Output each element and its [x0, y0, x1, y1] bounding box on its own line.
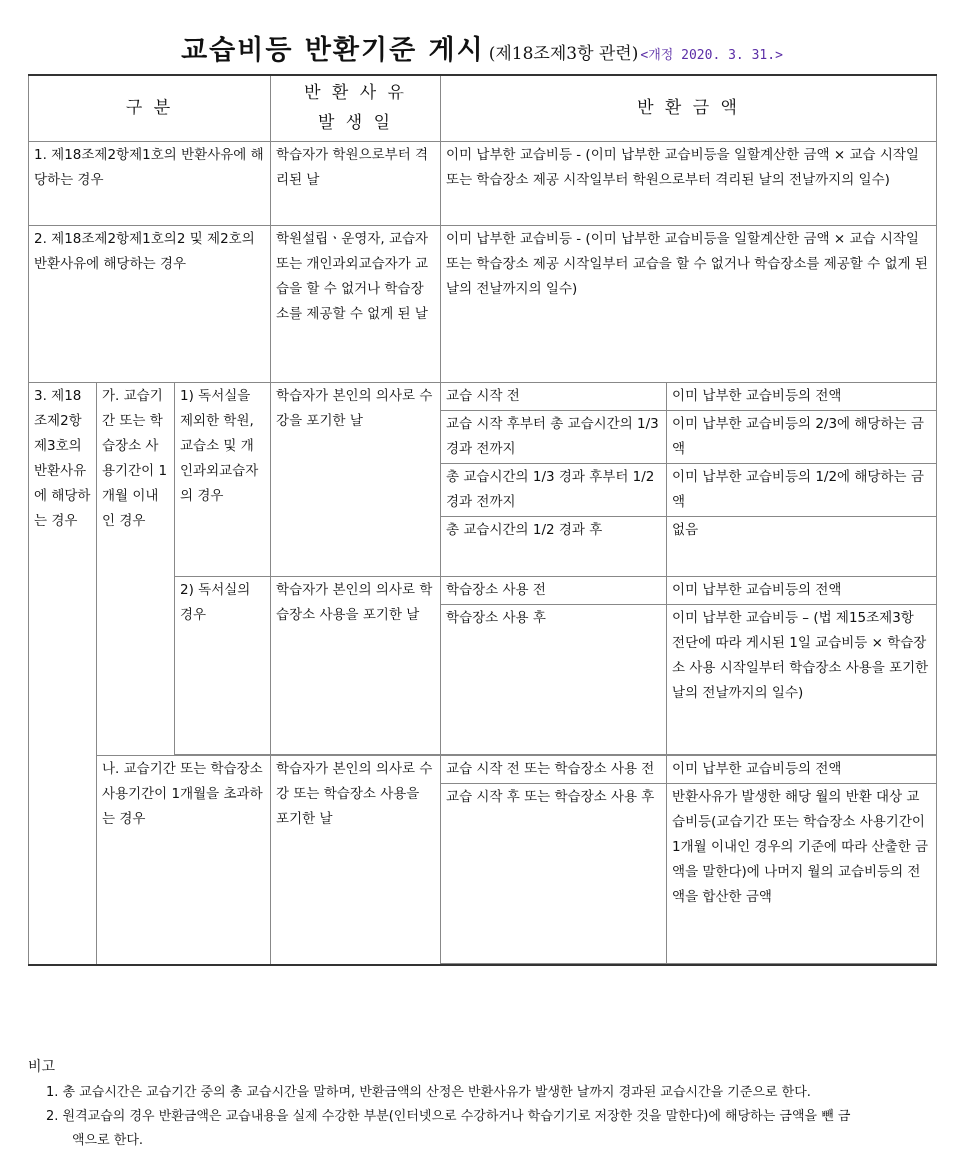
- timing-cell: 총 교습시간의 1/2 경과 후: [441, 516, 667, 576]
- note-1: 1. 총 교습시간은 교습기간 중의 총 교습시간을 말하며, 반환금액의 산정은 반환사유가 발생한 날까지 경과된 교습시간을 기준으로 한다.: [46, 1085, 811, 1100]
- header-reason-line1: 반 환 사 유: [304, 83, 407, 104]
- timing-cell: 교습 시작 후 또는 학습장소 사용 후: [441, 783, 667, 963]
- timing-cell: 교습 시작 전: [441, 382, 667, 410]
- row2-category: 2. 제18조제2항제1호의2 및 제2호의 반환사유에 해당하는 경우: [29, 225, 271, 382]
- refund-table: [28, 74, 937, 966]
- row3-na-label: 나. 교습기간 또는 학습장소 사용기간이 1개월을 초과하는 경우: [97, 755, 271, 965]
- row3-na-item1: [29, 755, 937, 783]
- amount-cell: 이미 납부한 교습비등의 전액: [667, 382, 937, 410]
- row1-date: 학습자가 학원으로부터 격리된 날: [271, 141, 441, 225]
- notes-section: [28, 1055, 936, 1153]
- amount-cell: 반환사유가 발생한 해당 월의 반환 대상 교습비등(교습기간 또는 학습장소 사용기간이 1개월 이내인 경우의 기준에 따라 산출한 금액을 말한다)에 나머지 월의 교습비등의 전액을 합산한 금액: [667, 783, 937, 963]
- amount-cell: 없음: [667, 516, 937, 576]
- title-reference: (제18조제3항 관련): [488, 44, 639, 64]
- timing-cell: 총 교습시간의 1/3 경과 후부터 1/2 경과 전까지: [441, 463, 667, 516]
- spacer-cell: [441, 963, 937, 965]
- row-2: [29, 225, 937, 382]
- title-row: [28, 28, 936, 74]
- header-category: 구 분: [29, 75, 271, 141]
- note-2-line2: 액으로 한다.: [72, 1133, 144, 1148]
- row3-ga-sub1-date: 학습자가 본인의 의사로 수강을 포기한 날: [271, 382, 441, 576]
- row3-category: 3. 제18조제2항제3호의 반환사유에 해당하는 경우: [29, 382, 97, 965]
- timing-cell: 교습 시작 후부터 총 교습시간의 1/3 경과 전까지: [441, 410, 667, 463]
- row1-category: 1. 제18조제2항제1호의 반환사유에 해당하는 경우: [29, 141, 271, 225]
- row2-amount: 이미 납부한 교습비등 - (이미 납부한 교습비등을 일할계산한 금액 × 교습 시작일 또는 학습장소 제공 시작일부터 교습을 할 수 없거나 학습장소를 제공할 수 없게 된 날의 전날까지의 일수): [441, 225, 937, 382]
- amount-cell: 이미 납부한 교습비등의 전액: [667, 755, 937, 783]
- amount-cell: 이미 납부한 교습비등의 2/3에 해당하는 금액: [667, 410, 937, 463]
- row3-ga-sub1-label: 1) 독서실을 제외한 학원, 교습소 및 개인과외교습자의 경우: [175, 382, 271, 576]
- amount-cell: 이미 납부한 교습비등 – (법 제15조제3항 전단에 따라 게시된 1일 교습비등 × 학습장소 사용 시작일부터 학습장소 사용을 포기한 날의 전날까지의 일수): [667, 604, 937, 754]
- document-title: 교습비등 반환기준 게시: [181, 35, 485, 66]
- timing-cell: 학습장소 사용 후: [441, 604, 667, 754]
- row3-na-date: 학습자가 본인의 의사로 수강 또는 학습장소 사용을 포기한 날: [271, 755, 441, 965]
- amount-cell: 이미 납부한 교습비등의 1/2에 해당하는 금액: [667, 463, 937, 516]
- row3-ga-sub2-label: 2) 독서실의 경우: [175, 576, 271, 754]
- notes-title: 비고: [28, 1059, 56, 1075]
- header-reason-date: [271, 75, 441, 141]
- header-reason-line2: 발 생 일: [317, 113, 394, 134]
- row1-amount: 이미 납부한 교습비등 - (이미 납부한 교습비등을 일할계산한 금액 × 교습 시작일 또는 학습장소 제공 시작일부터 학원으로부터 격리된 날의 전날까지의 일수): [441, 141, 937, 225]
- timing-cell: 교습 시작 전 또는 학습장소 사용 전: [441, 755, 667, 783]
- timing-cell: 학습장소 사용 전: [441, 576, 667, 604]
- header-amount: 반 환 금 액: [441, 75, 937, 141]
- document-page: [28, 28, 936, 966]
- row3-ga-label: 가. 교습기간 또는 학습장소 사용기간이 1개월 이내인 경우: [97, 382, 175, 755]
- header-row: [29, 75, 937, 141]
- revision-date: <개정 2020. 3. 31.>: [640, 48, 783, 63]
- amount-cell: 이미 납부한 교습비등의 전액: [667, 576, 937, 604]
- row3-ga-sub2-date: 학습자가 본인의 의사로 학습장소 사용을 포기한 날: [271, 576, 441, 754]
- note-2-line1: 2. 원격교습의 경우 반환금액은 교습내용을 실제 수강한 부분(인터넷으로 수강하거나 학습기기로 저장한 것을 말한다)에 해당하는 금액을 뺀 금: [46, 1109, 851, 1124]
- row-1: [29, 141, 937, 225]
- row2-date: 학원설립ㆍ운영자, 교습자 또는 개인과외교습자가 교습을 할 수 없거나 학습장소를 제공할 수 없게 된 날: [271, 225, 441, 382]
- row3-ga1-item1: [29, 382, 937, 410]
